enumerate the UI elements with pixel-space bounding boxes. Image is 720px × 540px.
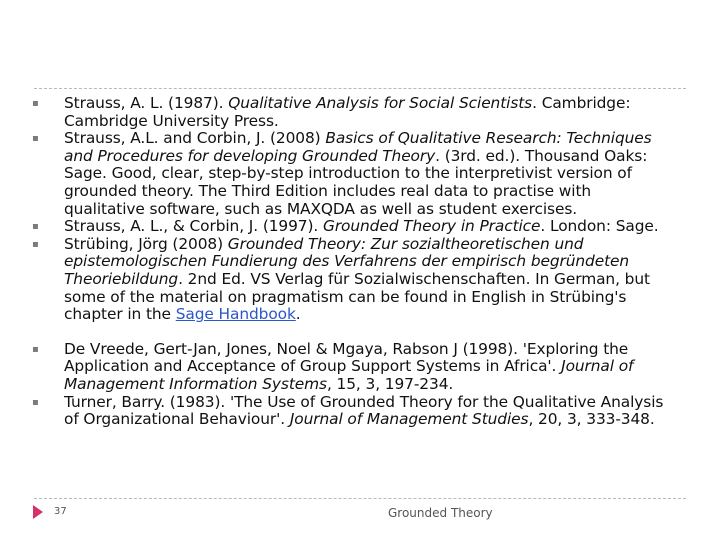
bullet-icon: ▪ bbox=[32, 396, 39, 408]
bullet-icon: ▪ bbox=[32, 343, 39, 355]
reference-text: Turner, Barry. (1983). 'The Use of Grounded Theory for the Qualitative Analysis of Organizational Behaviour'. bbox=[64, 392, 664, 429]
reference-list bbox=[30, 95, 670, 429]
reference-item bbox=[30, 341, 670, 394]
reference-text: De Vreede, Gert-Jan, Jones, Noel & Mgaya, Rabson J (1998). 'Exploring the Application and Acceptance of Group Support Systems in Africa'. bbox=[64, 339, 629, 376]
reference-title: Basics of Qualitative Research: Techniques and Procedures for developing Grounded Theory bbox=[64, 129, 652, 165]
reference-item bbox=[30, 394, 670, 429]
triangle-marker-icon bbox=[33, 505, 43, 519]
reference-text: Strübing, Jörg (2008) bbox=[64, 234, 228, 253]
bullet-icon: ▪ bbox=[32, 98, 39, 109]
reference-text: , 15, 3, 197-234. bbox=[326, 374, 454, 393]
reference-text: Strauss, A. L. (1987). bbox=[64, 94, 229, 112]
footer-title: Grounded Theory bbox=[388, 506, 493, 520]
reference-title: Grounded Theory in Practice bbox=[323, 217, 541, 236]
reference-title: Journal of Management Information Systems bbox=[64, 357, 634, 393]
reference-text: . 2nd Ed. VS Verlag für Sozialwischenschaften. In German, but some of the material on pragmatism can be found in English in Strübing's chapter in the bbox=[64, 269, 650, 324]
reference-title: Qualitative Analysis for Social Scientists bbox=[228, 94, 533, 112]
reference-text: . London: Sage. bbox=[540, 217, 659, 236]
reference-item bbox=[30, 130, 670, 218]
reference-title: Journal of Management Studies bbox=[289, 410, 529, 429]
reference-text: . bbox=[295, 305, 301, 324]
top-divider bbox=[34, 88, 686, 89]
reference-text: Strauss, A.L. and Corbin, J. (2008) bbox=[64, 129, 326, 148]
reference-title: Grounded Theory: Zur sozialtheoretischen und epistemologischen Fundierung des Verfahrens der empirisch begründeten Theoriebildung bbox=[64, 234, 630, 288]
reference-text: . Cambridge: Cambridge University Press. bbox=[64, 94, 631, 130]
reference-item bbox=[30, 218, 670, 236]
sage-handbook-link[interactable]: Sage Handbook bbox=[175, 305, 296, 324]
reference-text: , 20, 3, 333-348. bbox=[528, 410, 655, 429]
bullet-icon: ▪ bbox=[32, 133, 39, 145]
bullet-icon: ▪ bbox=[32, 238, 39, 250]
reference-item bbox=[30, 95, 670, 130]
page-number: 37 bbox=[54, 506, 67, 517]
reference-item bbox=[30, 236, 670, 324]
bullet-icon: ▪ bbox=[32, 221, 39, 233]
reference-text: Strauss, A. L., & Corbin, J. (1997). bbox=[64, 217, 323, 236]
reference-text: . (3rd. ed.). Thousand Oaks: Sage. Good, clear, step-by-step introduction to the interpretivist version of grounded theory. The Third Edition includes real data to practise with qualitative software, such as MAXQDA as well as student exercises. bbox=[64, 146, 648, 218]
bottom-divider bbox=[34, 498, 686, 499]
